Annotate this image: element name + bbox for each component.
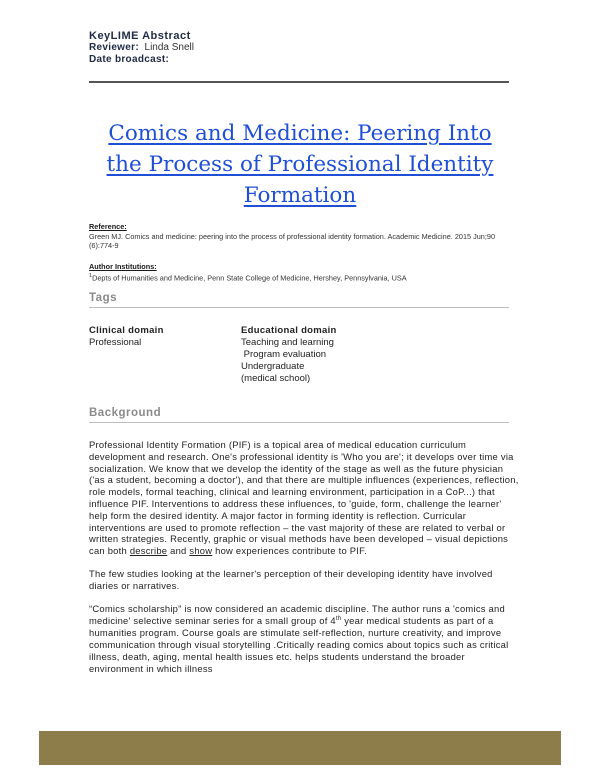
educational-domain-item: Teaching and learning [241, 337, 334, 348]
educational-domain-heading: Educational domain [241, 325, 337, 336]
title-line: Formation [243, 183, 357, 208]
footer-band [39, 731, 561, 765]
describe-emphasis: describe [129, 545, 168, 557]
brand-title: KeyLIME Abstract [89, 30, 191, 42]
conjunction-text: and [167, 545, 190, 557]
section-heading-tags: Tags [89, 292, 509, 308]
paragraph-text: year medical students as part of a humanities program. Course goals are stimulate self-reflection, nurture creativity, and improve communication through visual storytelling .Critically reading comics about topics such as critical illness, death, aging, mental health issues etc. helps students understand the broader environment in which illness [89, 615, 509, 674]
background-paragraph [89, 603, 521, 675]
header-divider [89, 81, 509, 83]
institutions-label: Author Institutions: [89, 262, 157, 271]
broadcast-label: Date broadcast: [89, 54, 170, 65]
reviewer-label: Reviewer: [89, 42, 139, 53]
article-title-link[interactable] [60, 118, 540, 211]
ordinal-sup: th [335, 616, 342, 623]
clinical-domain-column [89, 325, 164, 349]
institutions-text: Depts of Humanities and Medicine, Penn State College of Medicine, Hershey, Pennsylvania, USA [92, 272, 407, 282]
paragraph-text: “Comics scholarship” is now considered an academic discipline. The author runs a 'comics and medicine' selective seminar series for a small group of 4 [89, 602, 505, 627]
clinical-domain-heading: Clinical domain [89, 325, 164, 336]
reference-block [89, 222, 519, 251]
abstract-header [89, 30, 194, 66]
title-line: Comics and Medicine: Peering Into [108, 121, 492, 146]
paragraph-text: Professional Identity Formation (PIF) is a topical area of medical education curriculum development and research. One's professional identity is 'Who you are'; it develops over time via socialization. We know that we develop the identity of the stage as well as the future physician ('as a student, becoming a doctor'), and that there are multiple influences (experiences, reflection, role models, formal teaching, clinical and learning environment, participation in a CoP...) that influence PIF. Interventions to address these influences, to 'guide, form, challenge the learner' help form the desired identity. A major factor in forming identity is reflection. Curricular interventions are used to promote reflection – the vast majority of these are related to verbal or written strategies. Recently, graphic or visual methods have been developed – visual depictions can both [89, 439, 519, 557]
educational-domain-item: Undergraduate [241, 361, 305, 372]
paragraph-text: how experiences contribute to PIF. [212, 545, 367, 557]
educational-domain-item: Program evaluation [241, 349, 327, 360]
reference-label: Reference: [89, 222, 127, 231]
institutions-block [89, 262, 519, 282]
clinical-domain-item: Professional [89, 337, 142, 348]
background-paragraph: The few studies looking at the learner's perception of their developing identity have involved diaries or narratives. [89, 567, 493, 591]
reviewer-line [89, 42, 194, 54]
section-heading-background: Background [89, 407, 509, 423]
title-line: the Process of Professional Identity [106, 152, 494, 177]
background-body [89, 439, 521, 685]
reviewer-name: Linda Snell [144, 42, 194, 53]
institution-sup: 1 [89, 272, 93, 279]
background-paragraph [89, 439, 521, 557]
reference-text: Green MJ. Comics and medicine: peering into the process of professional identity formation. Academic Medicine. 2015 Jun;90 (6):774-9 [89, 231, 495, 250]
educational-domain-item: (medical school) [241, 373, 311, 384]
show-emphasis: show [189, 545, 213, 557]
institutions-line [89, 272, 519, 283]
educational-domain-column [241, 325, 337, 385]
